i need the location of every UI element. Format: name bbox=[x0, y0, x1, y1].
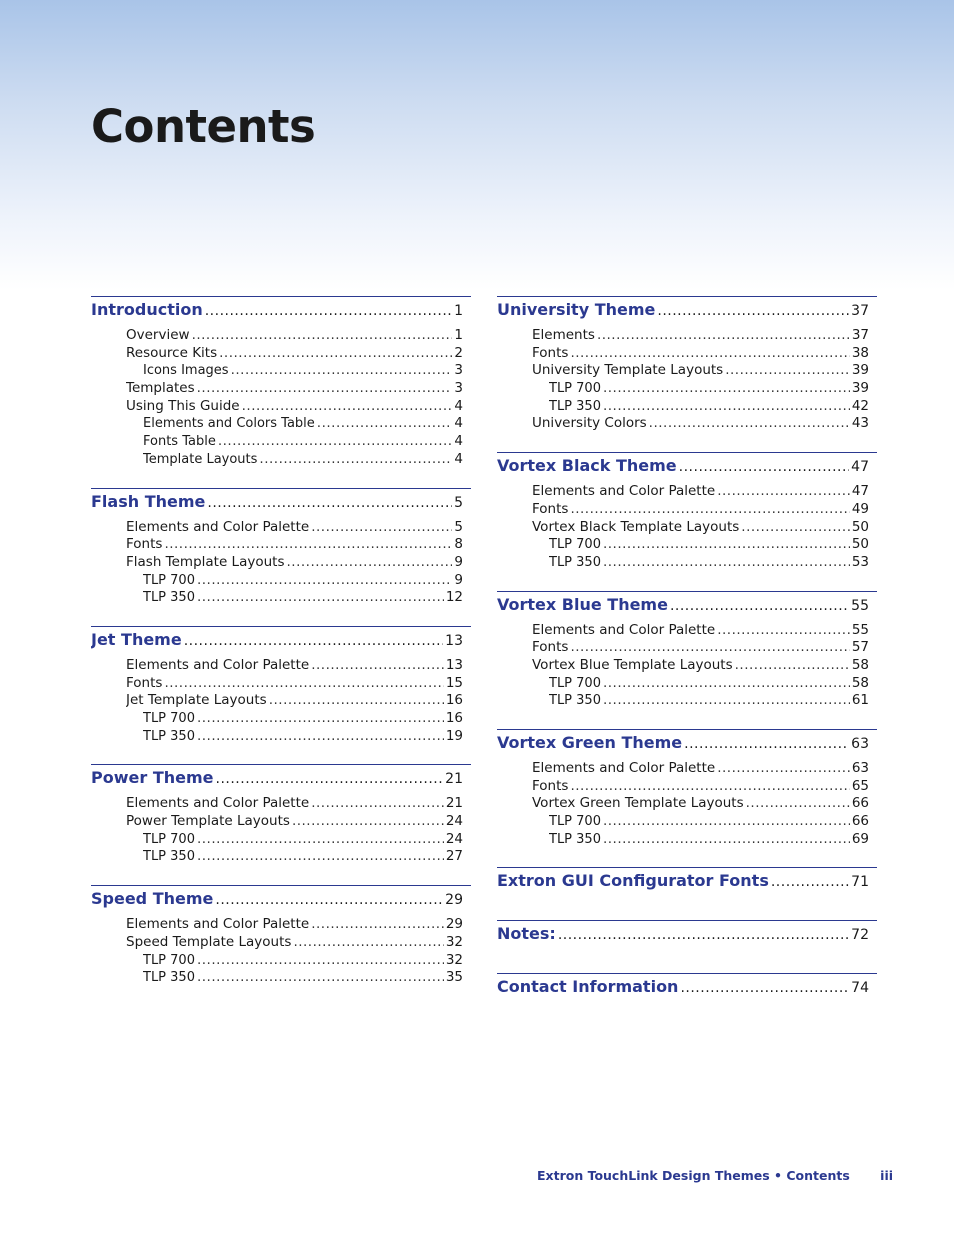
toc-heading-title: Contact Information bbox=[497, 977, 679, 997]
toc-section-introduction bbox=[91, 296, 471, 469]
dot-leader bbox=[603, 692, 850, 710]
toc-entry-label: Vortex Black Template Layouts bbox=[532, 518, 740, 535]
toc-section-speed-theme bbox=[91, 885, 471, 987]
dot-leader bbox=[746, 795, 850, 813]
toc-entry-label: TLP 700 bbox=[549, 381, 601, 397]
toc-entry-page: 39 bbox=[851, 362, 869, 379]
dot-leader bbox=[317, 415, 453, 433]
toc-heading-page: 71 bbox=[851, 874, 869, 891]
toc-entry-page: 15 bbox=[445, 674, 463, 691]
toc-section-heading[interactable] bbox=[91, 887, 471, 911]
toc-entry[interactable] bbox=[532, 795, 869, 813]
toc-entry-list bbox=[91, 916, 471, 987]
toc-entry-page: 49 bbox=[851, 500, 869, 517]
toc-entry-page: 2 bbox=[454, 344, 463, 361]
toc-entry-page: 21 bbox=[445, 795, 463, 812]
toc-entry[interactable] bbox=[126, 519, 463, 537]
dot-leader bbox=[197, 952, 444, 970]
toc-entry-page: 66 bbox=[851, 795, 869, 812]
toc-heading-page: 21 bbox=[445, 771, 463, 788]
toc-entry-label: TLP 700 bbox=[549, 814, 601, 830]
dot-leader bbox=[670, 594, 849, 617]
toc-heading-title: Vortex Blue Theme bbox=[497, 594, 668, 614]
dot-leader bbox=[292, 813, 444, 831]
toc-entry-label: Overview bbox=[126, 327, 190, 343]
toc-entry-label: TLP 700 bbox=[549, 675, 601, 691]
toc-entry-page: 3 bbox=[454, 362, 463, 379]
toc-entry[interactable] bbox=[126, 327, 463, 345]
toc-entry-label: TLP 350 bbox=[549, 554, 601, 570]
page-footer bbox=[537, 1168, 893, 1183]
toc-entry-page: 1 bbox=[454, 327, 463, 343]
toc-entry-label: Fonts bbox=[532, 777, 569, 794]
toc-entry-page: 50 bbox=[851, 518, 869, 535]
toc-section-heading[interactable] bbox=[91, 490, 471, 514]
dot-leader bbox=[205, 299, 452, 322]
toc-entry[interactable] bbox=[549, 398, 869, 416]
toc-section-vortex-green-theme bbox=[497, 729, 877, 848]
toc-entry[interactable] bbox=[532, 501, 869, 519]
dot-leader bbox=[311, 657, 444, 675]
toc-entry[interactable] bbox=[126, 345, 463, 363]
toc-heading-title: Jet Theme bbox=[91, 629, 182, 649]
toc-section-heading[interactable] bbox=[497, 298, 877, 322]
toc-entry[interactable] bbox=[549, 675, 869, 693]
toc-entry-page: 47 bbox=[851, 483, 869, 500]
dot-leader bbox=[197, 969, 444, 987]
toc-entry[interactable] bbox=[126, 675, 463, 693]
dot-leader bbox=[570, 345, 849, 363]
footer-text: Extron TouchLink Design Themes • Contents bbox=[537, 1168, 850, 1183]
toc-heading-page: 5 bbox=[454, 494, 463, 511]
toc-entry-label: Template Layouts bbox=[143, 451, 258, 467]
toc-entry-label: Elements and Colors Table bbox=[143, 416, 315, 432]
toc-entry-page: 19 bbox=[445, 727, 463, 744]
toc-entry-page: 4 bbox=[454, 415, 463, 432]
toc-entry-label: Fonts bbox=[532, 500, 569, 517]
toc-entry[interactable] bbox=[532, 622, 869, 640]
dot-leader bbox=[164, 536, 452, 554]
toc-entry-label: Jet Template Layouts bbox=[126, 692, 267, 709]
toc-entry-label: TLP 350 bbox=[143, 590, 195, 606]
toc-entry-label: Fonts bbox=[532, 639, 569, 656]
toc-entry-list bbox=[91, 795, 471, 866]
toc-entry-label: TLP 700 bbox=[143, 952, 195, 968]
dot-leader bbox=[558, 923, 849, 946]
toc-section-vortex-blue-theme bbox=[497, 591, 877, 710]
toc-entry[interactable] bbox=[143, 589, 463, 607]
toc-entry-list bbox=[497, 327, 877, 433]
toc-heading-title: Power Theme bbox=[91, 768, 214, 788]
toc-entry-page: 16 bbox=[445, 692, 463, 709]
toc-entry-label: University Colors bbox=[532, 415, 647, 432]
toc-entry-label: TLP 350 bbox=[143, 728, 195, 744]
toc-heading-page: 72 bbox=[851, 927, 869, 944]
toc-entry-page: 66 bbox=[851, 813, 869, 830]
toc-section-flash-theme bbox=[91, 488, 471, 607]
toc-entry[interactable] bbox=[549, 692, 869, 710]
toc-entry[interactable] bbox=[549, 536, 869, 554]
toc-entry-list bbox=[497, 760, 877, 848]
dot-leader bbox=[311, 795, 444, 813]
toc-entry-page: 4 bbox=[454, 397, 463, 414]
toc-entry-label: TLP 350 bbox=[549, 693, 601, 709]
dot-leader bbox=[218, 433, 453, 451]
toc-entry[interactable] bbox=[532, 778, 869, 796]
toc-entry-list bbox=[497, 622, 877, 710]
toc-entry[interactable] bbox=[126, 813, 463, 831]
dot-leader bbox=[717, 483, 850, 501]
dot-leader bbox=[717, 622, 850, 640]
toc-entry-label: Elements and Color Palette bbox=[126, 518, 310, 535]
toc-entry-page: 8 bbox=[454, 536, 463, 553]
toc-heading-page: 13 bbox=[445, 632, 463, 649]
dot-leader bbox=[164, 675, 443, 693]
toc-entry-label: Elements bbox=[532, 327, 595, 343]
dot-leader bbox=[570, 778, 849, 796]
toc-heading-title: Flash Theme bbox=[91, 491, 206, 511]
toc-entry-page: 4 bbox=[454, 450, 463, 467]
toc-heading-page: 1 bbox=[454, 303, 463, 319]
toc-entry-page: 16 bbox=[445, 710, 463, 726]
toc-entry-label: Fonts bbox=[532, 344, 569, 361]
toc-heading-title: Introduction bbox=[91, 300, 203, 319]
dot-leader bbox=[311, 916, 444, 934]
toc-entry-list bbox=[91, 327, 471, 469]
toc-entry-list bbox=[497, 483, 877, 571]
toc-entry-label: Elements and Color Palette bbox=[532, 621, 716, 638]
toc-entry-page: 42 bbox=[851, 397, 869, 414]
toc-entry[interactable] bbox=[143, 415, 463, 433]
dot-leader bbox=[603, 380, 850, 398]
toc-entry[interactable] bbox=[532, 760, 869, 778]
toc-entry-label: TLP 700 bbox=[549, 537, 601, 553]
footer-page-number: iii bbox=[880, 1168, 894, 1183]
toc-entry[interactable] bbox=[143, 572, 463, 590]
toc-entry-page: 35 bbox=[445, 969, 463, 986]
toc-section-extron-gui-configurator-fonts bbox=[497, 867, 877, 893]
toc-entry[interactable] bbox=[143, 831, 463, 849]
toc-entry-page: 29 bbox=[445, 916, 463, 933]
toc-entry[interactable] bbox=[126, 554, 463, 572]
toc-entry-list bbox=[91, 657, 471, 745]
page-title: Contents bbox=[91, 100, 316, 153]
toc-entry-label: Speed Template Layouts bbox=[126, 933, 292, 950]
toc-entry-page: 50 bbox=[851, 536, 869, 553]
toc-heading-page: 29 bbox=[445, 892, 463, 909]
toc-entry-label: TLP 350 bbox=[143, 970, 195, 986]
toc-section-heading[interactable] bbox=[91, 766, 471, 790]
toc-entry-label: TLP 700 bbox=[143, 711, 195, 726]
toc-entry-page: 53 bbox=[851, 553, 869, 570]
toc-entry[interactable] bbox=[532, 483, 869, 501]
toc-entry[interactable] bbox=[126, 536, 463, 554]
toc-entry-label: Power Template Layouts bbox=[126, 813, 290, 830]
dot-leader bbox=[197, 710, 444, 728]
toc-entry-label: TLP 700 bbox=[143, 831, 195, 847]
dot-leader bbox=[684, 732, 849, 755]
toc-entry-page: 13 bbox=[445, 656, 463, 673]
dot-leader bbox=[216, 767, 444, 790]
toc-entry[interactable] bbox=[143, 952, 463, 970]
dot-leader bbox=[259, 451, 452, 469]
dot-leader bbox=[603, 398, 850, 416]
toc-entry-label: TLP 350 bbox=[143, 849, 195, 865]
toc-heading-page: 47 bbox=[851, 459, 869, 476]
toc-entry-page: 58 bbox=[851, 656, 869, 673]
toc-entry-page: 32 bbox=[445, 933, 463, 950]
toc-heading-title: Notes: bbox=[497, 924, 556, 944]
dot-leader bbox=[215, 888, 443, 911]
toc-left-column bbox=[91, 296, 471, 987]
toc-entry-page: 38 bbox=[851, 344, 869, 361]
toc-entry[interactable] bbox=[532, 327, 869, 345]
toc-entry-label: Elements and Color Palette bbox=[532, 760, 716, 776]
dot-leader bbox=[293, 934, 443, 952]
toc-entry[interactable] bbox=[143, 848, 463, 866]
toc-entry-page: 12 bbox=[445, 589, 463, 606]
dot-leader bbox=[603, 536, 850, 554]
toc-heading-page: 37 bbox=[851, 303, 869, 319]
toc-entry-label: Fonts bbox=[126, 674, 163, 691]
toc-entry-page: 27 bbox=[445, 848, 463, 865]
toc-section-power-theme bbox=[91, 764, 471, 866]
toc-entry-page: 24 bbox=[445, 813, 463, 830]
toc-section-contact-information bbox=[497, 973, 877, 999]
dot-leader bbox=[192, 327, 453, 345]
toc-entry-page: 69 bbox=[851, 830, 869, 847]
toc-heading-title: Vortex Black Theme bbox=[497, 456, 677, 476]
toc-entry-page: 57 bbox=[851, 639, 869, 656]
toc-entry-page: 9 bbox=[454, 553, 463, 570]
toc-entry-label: Elements and Color Palette bbox=[126, 795, 310, 812]
dot-leader bbox=[603, 831, 850, 849]
toc-right-column bbox=[497, 296, 877, 999]
toc-entry-list bbox=[91, 519, 471, 607]
dot-leader bbox=[725, 362, 850, 380]
toc-entry-label: Elements and Color Palette bbox=[532, 483, 716, 500]
toc-entry-label: University Template Layouts bbox=[532, 362, 724, 379]
dot-leader bbox=[197, 831, 444, 849]
toc-entry[interactable] bbox=[143, 728, 463, 746]
toc-section-university-theme bbox=[497, 296, 877, 433]
toc-entry-page: 4 bbox=[454, 433, 463, 450]
toc-entry[interactable] bbox=[143, 710, 463, 728]
toc-section-notes bbox=[497, 920, 877, 946]
toc-entry[interactable] bbox=[126, 398, 463, 416]
toc-entry[interactable] bbox=[532, 639, 869, 657]
toc-section-heading[interactable] bbox=[497, 869, 877, 893]
dot-leader bbox=[771, 870, 849, 893]
toc-entry-label: Resource Kits bbox=[126, 344, 218, 361]
toc-entry[interactable] bbox=[143, 451, 463, 469]
toc-entry-page: 9 bbox=[454, 571, 463, 588]
toc-entry[interactable] bbox=[126, 380, 463, 398]
dot-leader bbox=[657, 299, 849, 322]
toc-entry[interactable] bbox=[532, 519, 869, 537]
toc-section-heading[interactable] bbox=[497, 922, 877, 946]
toc-entry-page: 55 bbox=[851, 621, 869, 638]
dot-leader bbox=[679, 455, 850, 478]
toc-section-vortex-black-theme bbox=[497, 452, 877, 571]
toc-entry[interactable] bbox=[532, 362, 869, 380]
dot-leader bbox=[603, 675, 850, 693]
toc-heading-title: Speed Theme bbox=[91, 889, 214, 909]
toc-entry-label: TLP 700 bbox=[143, 572, 195, 588]
dot-leader bbox=[219, 345, 452, 363]
toc-entry-page: 65 bbox=[851, 777, 869, 794]
toc-section-heading[interactable] bbox=[91, 628, 471, 652]
dot-leader bbox=[603, 813, 850, 831]
toc-entry-label: Elements and Color Palette bbox=[126, 656, 310, 673]
dot-leader bbox=[197, 848, 444, 866]
dot-leader bbox=[197, 728, 444, 746]
toc-entry-page: 37 bbox=[851, 327, 869, 343]
dot-leader bbox=[735, 657, 850, 675]
toc-entry-page: 24 bbox=[445, 830, 463, 847]
toc-entry-label: Fonts bbox=[126, 536, 163, 553]
dot-leader bbox=[231, 362, 453, 380]
toc-heading-page: 74 bbox=[851, 980, 869, 997]
toc-entry-label: Vortex Green Template Layouts bbox=[532, 795, 744, 812]
toc-entry-page: 5 bbox=[454, 518, 463, 535]
toc-entry-page: 3 bbox=[454, 380, 463, 397]
toc-entry[interactable] bbox=[532, 415, 869, 433]
toc-entry[interactable] bbox=[126, 934, 463, 952]
toc-entry-label: TLP 350 bbox=[549, 831, 601, 847]
toc-entry-label: Using This Guide bbox=[126, 397, 240, 414]
dot-leader bbox=[311, 519, 452, 537]
toc-entry-label: TLP 350 bbox=[549, 398, 601, 414]
toc-entry[interactable] bbox=[549, 554, 869, 572]
toc-section-heading[interactable] bbox=[497, 593, 877, 617]
toc-entry[interactable] bbox=[143, 969, 463, 987]
toc-entry-label: Templates bbox=[126, 380, 195, 397]
toc-entry[interactable] bbox=[532, 657, 869, 675]
dot-leader bbox=[741, 519, 850, 537]
toc-entry[interactable] bbox=[532, 345, 869, 363]
toc-entry[interactable] bbox=[126, 916, 463, 934]
dot-leader bbox=[680, 976, 849, 999]
toc-entry-page: 61 bbox=[851, 692, 869, 709]
dot-leader bbox=[717, 760, 850, 778]
dot-leader bbox=[570, 639, 849, 657]
toc-section-jet-theme bbox=[91, 626, 471, 745]
toc-entry[interactable] bbox=[549, 813, 869, 831]
toc-heading-title: University Theme bbox=[497, 300, 656, 319]
toc-section-heading[interactable] bbox=[91, 298, 471, 322]
dot-leader bbox=[269, 692, 444, 710]
toc-entry-label: Icons Images bbox=[143, 363, 229, 379]
toc-entry[interactable] bbox=[143, 362, 463, 380]
toc-entry[interactable] bbox=[549, 380, 869, 398]
dot-leader bbox=[242, 398, 453, 416]
dot-leader bbox=[603, 554, 850, 572]
toc-entry-page: 58 bbox=[851, 674, 869, 691]
toc-section-heading[interactable] bbox=[497, 975, 877, 999]
dot-leader bbox=[184, 629, 443, 652]
toc-entry-page: 43 bbox=[851, 415, 869, 432]
dot-leader bbox=[197, 572, 452, 590]
dot-leader bbox=[197, 380, 453, 398]
toc-entry[interactable] bbox=[126, 795, 463, 813]
toc-entry[interactable] bbox=[143, 433, 463, 451]
dot-leader bbox=[570, 501, 849, 519]
toc-section-heading[interactable] bbox=[497, 731, 877, 755]
toc-entry-page: 63 bbox=[851, 760, 869, 776]
toc-entry-label: Fonts Table bbox=[143, 434, 216, 450]
toc-entry[interactable] bbox=[549, 831, 869, 849]
dot-leader bbox=[287, 554, 453, 572]
toc-entry-page: 32 bbox=[445, 951, 463, 968]
dot-leader bbox=[197, 589, 444, 607]
toc-entry-label: Elements and Color Palette bbox=[126, 916, 310, 933]
toc-entry-label: Vortex Blue Template Layouts bbox=[532, 656, 733, 673]
toc-heading-page: 63 bbox=[851, 736, 869, 752]
toc-heading-title: Vortex Green Theme bbox=[497, 733, 683, 752]
toc-heading-page: 55 bbox=[851, 597, 869, 614]
toc-entry[interactable] bbox=[126, 657, 463, 675]
toc-entry-label: Flash Template Layouts bbox=[126, 553, 285, 570]
toc-section-heading[interactable] bbox=[497, 454, 877, 478]
dot-leader bbox=[649, 415, 850, 433]
toc-heading-title: Extron GUI Configurator Fonts bbox=[497, 871, 769, 891]
dot-leader bbox=[597, 327, 850, 345]
toc-entry-page: 39 bbox=[851, 380, 869, 397]
toc-entry[interactable] bbox=[126, 692, 463, 710]
dot-leader bbox=[207, 491, 452, 514]
